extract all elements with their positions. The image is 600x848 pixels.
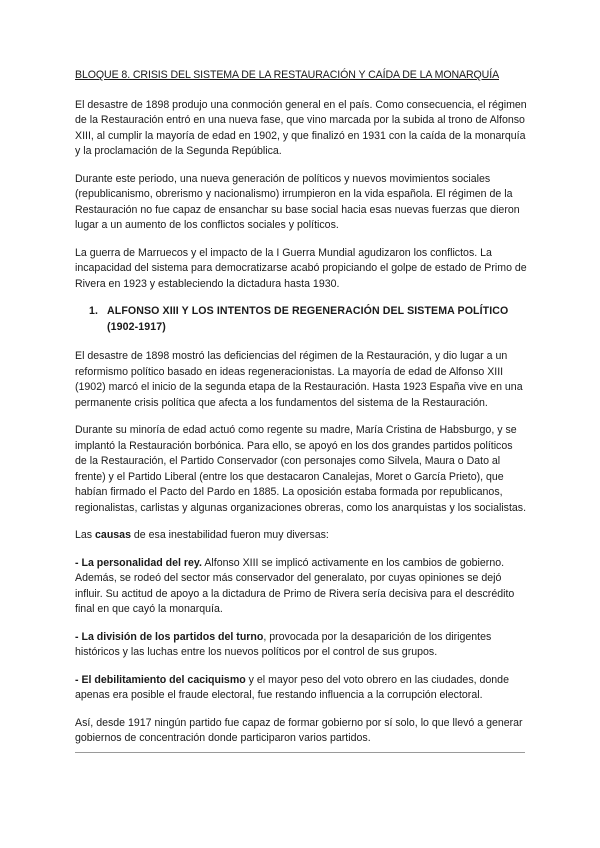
section-heading <box>89 304 527 335</box>
section-paragraph-1: El desastre de 1898 mostró las deficiencias del régimen de la Restauración, y dio lugar a un reformismo político basado en ideas regeneracionistas. La mayoría de edad de Alfonso XIII (1902) marcó el inicio de la segunda etapa de la Restauración. Hasta 1923 España vive en una permanente crisis política que afecta a los fundamentos del sistema de la Restauración. <box>75 350 523 409</box>
section-paragraph-2: Durante su minoría de edad actuó como regente su madre, María Cristina de Habsburgo, y se implantó la Restauración borbónica. Para ello, se apoyó en los dos grandes partidos políticos de la Restauración, el Partido Conservador (con personajes como Silvela, Maura o Dato al frente) y el Partido Liberal (entre los que destacaron Canalejas, Moret o García Prieto), que habían firmado el Pacto del Pardo en 1885. La oposición estaba formada por republicanos, regionalistas, carlistas y algunas organizaciones obreras, como los anarquistas y los socialistas. <box>75 424 527 514</box>
closing-paragraph: Así, desde 1917 ningún partido fue capaz de formar gobierno por sí solo, lo que llevó a generar gobiernos de concentración donde participaron varios partidos. <box>75 716 523 744</box>
causes-intro-pre: Las <box>75 529 96 541</box>
cause-2-text: , provocada por la desaparición de los dirigentes históricos y las luchas entre los nuevos políticos por el control de sus grupos. <box>75 630 492 658</box>
causes-intro-bold: causas <box>95 529 131 541</box>
document-page <box>75 68 527 759</box>
causes-intro-post: de esa inestabilidad fueron muy diversas: <box>130 529 329 541</box>
cause-3 <box>75 673 527 704</box>
section-number: 1. <box>89 305 99 317</box>
intro-paragraph-2: Durante este periodo, una nueva generación de políticos y nuevos movimientos sociales (republicanismo, obrerismo y nacionalismo) irrumpieron en la vida española. El régimen de la Restauración no fue capaz de ensanchar su base social hacia esas nuevas fuerzas que dieron lugar a un aumento de los conflictos sociales y políticos. <box>75 172 520 231</box>
cause-1-title: - La personalidad del rey. <box>75 556 202 569</box>
cause-1 <box>75 556 527 618</box>
causes-intro <box>75 528 527 544</box>
cause-2-title: - La división de los partidos del turno <box>75 630 264 643</box>
intro-paragraph-3: La guerra de Marruecos y el impacto de la I Guerra Mundial agudizaron los conflictos. La incapacidad del sistema para democratizarse acabó propiciando el golpe de estado de Primo de Rivera en 1923 y estableciendo la dictadura hasta 1930. <box>75 246 527 290</box>
cause-1-text: Alfonso XIII se implicó activamente en los cambios de gobierno. Además, se rodeó del sector más conservador del generalato, por cuyas opiniones se dejó influir. Su actitud de apoyo a la dictadura de Primo de Rivera sería decisiva para el descrédito final en que cayó la monarquía. <box>75 556 515 615</box>
cause-3-text: y el mayor peso del voto obrero en las ciudades, donde apenas era posible el fraude electoral, fue restando influencia a la corrupción electoral. <box>75 673 509 701</box>
document-title: BLOQUE 8. CRISIS DEL SISTEMA DE LA RESTAURACIÓN Y CAÍDA DE LA MONARQUÍA <box>75 69 500 81</box>
bottom-divider <box>75 752 525 753</box>
section-title: ALFONSO XIII Y LOS INTENTOS DE REGENERACIÓN DEL SISTEMA POLÍTICO (1902-1917) <box>107 305 509 333</box>
cause-3-title: - El debilitamiento del caciquismo <box>75 673 246 686</box>
cause-2 <box>75 630 527 661</box>
intro-paragraph-1: El desastre de 1898 produjo una conmoción general en el país. Como consecuencia, el régimen de la Restauración entró en una nueva fase, que vino marcada por la subida al trono de Alfonso XIII, al cumplir la mayoría de edad en 1902, y que finalizó en 1931 con la caída de la monarquía y la proclamación de la Segunda República. <box>75 98 527 157</box>
